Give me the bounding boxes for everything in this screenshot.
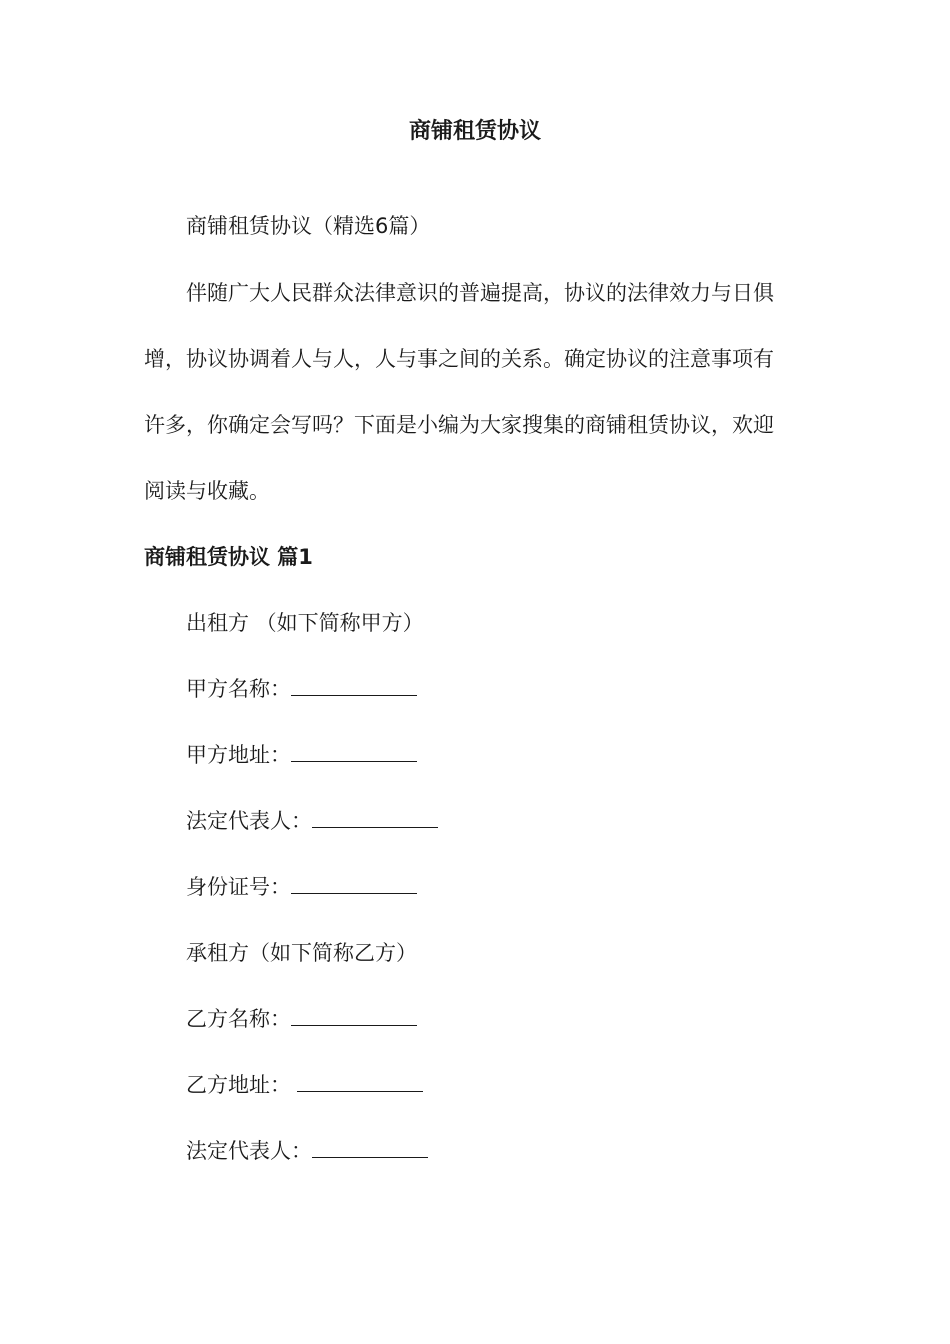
section-heading: 商铺租赁协议 篇1	[144, 545, 313, 569]
party-b-legal-rep-blank[interactable]	[312, 1137, 428, 1158]
intro-line-3: 许多，你确定会写吗？下面是小编为大家搜集的商铺租赁协议，欢迎	[144, 413, 774, 437]
party-b-address-row	[186, 1070, 423, 1100]
id-number-label: 身份证号：	[186, 875, 291, 899]
party-a-name-blank[interactable]	[291, 675, 417, 696]
intro-line-1: 伴随广大人民群众法律意识的普遍提高，协议的法律效力与日俱	[186, 281, 774, 305]
id-number-blank[interactable]	[291, 873, 417, 894]
party-a-legal-rep-row	[186, 806, 438, 836]
party-b-legal-rep-label: 法定代表人：	[186, 1139, 312, 1163]
document-title: 商铺租赁协议	[408, 119, 541, 144]
party-a-address-row	[186, 740, 417, 770]
party-a-legal-rep-label: 法定代表人：	[186, 809, 312, 833]
party-b-name-label: 乙方名称：	[186, 1007, 291, 1031]
document-subtitle: 商铺租赁协议（精选6篇）	[186, 214, 431, 238]
intro-line-2: 增，协议协调着人与人，人与事之间的关系。确定协议的注意事项有	[144, 347, 774, 371]
party-b-legal-rep-row	[186, 1136, 428, 1166]
party-a-address-label: 甲方地址：	[186, 743, 291, 767]
party-b-name-row	[186, 1004, 417, 1034]
party-b-address-blank[interactable]	[297, 1071, 423, 1092]
intro-line-4: 阅读与收藏。	[144, 479, 270, 503]
lessee-heading: 承租方（如下简称乙方）	[186, 941, 417, 965]
party-a-address-blank[interactable]	[291, 741, 417, 762]
lessor-heading: 出租方 （如下简称甲方）	[186, 611, 424, 635]
id-number-row	[186, 872, 417, 902]
party-a-name-row	[186, 674, 417, 704]
party-b-name-blank[interactable]	[291, 1005, 417, 1026]
party-a-legal-rep-blank[interactable]	[312, 807, 438, 828]
party-b-address-label: 乙方地址：	[186, 1073, 291, 1097]
party-a-name-label: 甲方名称：	[186, 677, 291, 701]
